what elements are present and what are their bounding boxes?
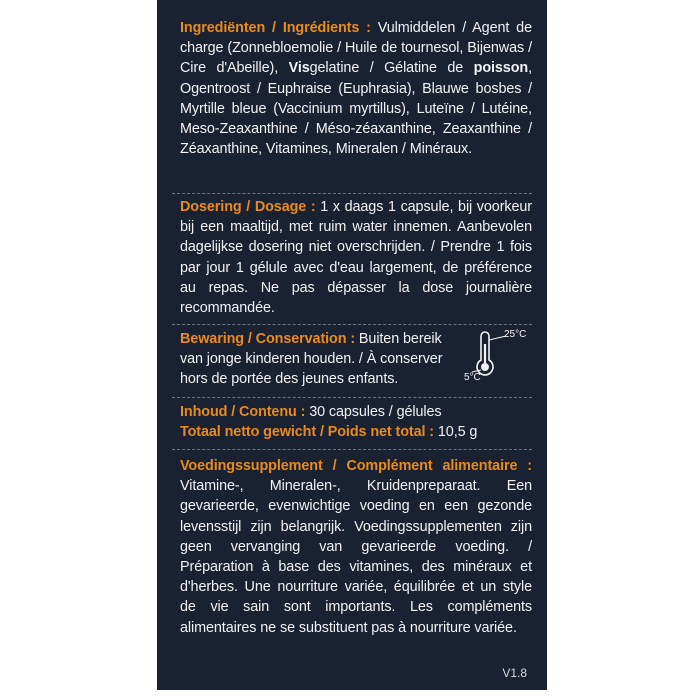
divider (172, 324, 532, 325)
temp-max-label: 25°C (504, 329, 527, 340)
dosage-heading: Dosering / Dosage : (180, 199, 316, 215)
ingredients-section (180, 18, 532, 159)
weight-text: 10,5 g (433, 424, 478, 441)
allergen-fish-1: Vis (288, 60, 310, 77)
weight-line (180, 422, 532, 442)
ingredients-text-2: gelatine / Gélatine de (309, 60, 474, 77)
temp-min-label: 5°C (464, 372, 481, 382)
divider (172, 193, 532, 194)
ingredients-text-1: Vulmiddelen / Agent de charge (Zonnebloemolie / Huile de tournesol, Bijenwas / Cire d'Abeille), (180, 20, 532, 77)
divider (172, 397, 532, 398)
ingredients-text-3: , Ogentroost / Euphraise (Euphrasia), Blauwe bosbes / Myrtille bleue (Vaccinium myrtillus), Luteïne / Lutéine, Meso-Zeaxanthine / Méso-zéaxanthine, Zeaxanthine / Zéaxanthine, Vitamines, Mineralen / Minéraux. (180, 60, 532, 158)
weight-heading: Totaal netto gewicht / Poids net total : (180, 424, 434, 441)
supplement-section (180, 456, 532, 638)
contents-heading: Inhoud / Contenu : (180, 404, 306, 420)
dosage-section (180, 197, 532, 318)
storage-text: Buiten bereik van jonge kinderen houden. / À conserver hors de portée des jeunes enfants. (180, 331, 443, 388)
product-label (157, 0, 547, 690)
storage-heading: Bewaring / Conservation : (180, 331, 356, 347)
contents-text: 30 capsules / gélules (305, 404, 442, 420)
version-label: V1.8 (502, 666, 527, 680)
divider (172, 449, 532, 450)
supplement-heading: Voedingssupplement / Complément alimentaire : (180, 458, 532, 474)
ingredients-heading: Ingrediënten / Ingrédients : (180, 20, 371, 36)
storage-section (180, 329, 450, 390)
dosage-text: 1 x daags 1 capsule, bij voorkeur bij een maaltijd, met ruim water innemen. Aanbevolen dagelijkse dosering niet overschrijden. / Prendre 1 fois par jour 1 gélule avec d'eau largement, de préférence au repas. Ne pas dépasser la dose journalière recommandée. (180, 199, 532, 317)
allergen-fish-2: poisson (473, 60, 529, 77)
contents-line (180, 402, 532, 422)
thermometer-icon (464, 326, 530, 382)
contents-section (180, 402, 532, 442)
supplement-text: Vitamine-, Mineralen-, Kruidenpreparaat. Een gevarieerde, evenwichtige voeding en een gezonde levensstijl zijn belangrijk. Voedingssupplementen zijn geen vervanging van gevarieerde voeding. / Préparation à base des vitamines, des minéraux et d'herbes. Une nourriture variée, équilibrée et un style de vie sain sont importants. Les compléments alimentaires ne se substituent pas à nourriture variée. (180, 478, 532, 636)
